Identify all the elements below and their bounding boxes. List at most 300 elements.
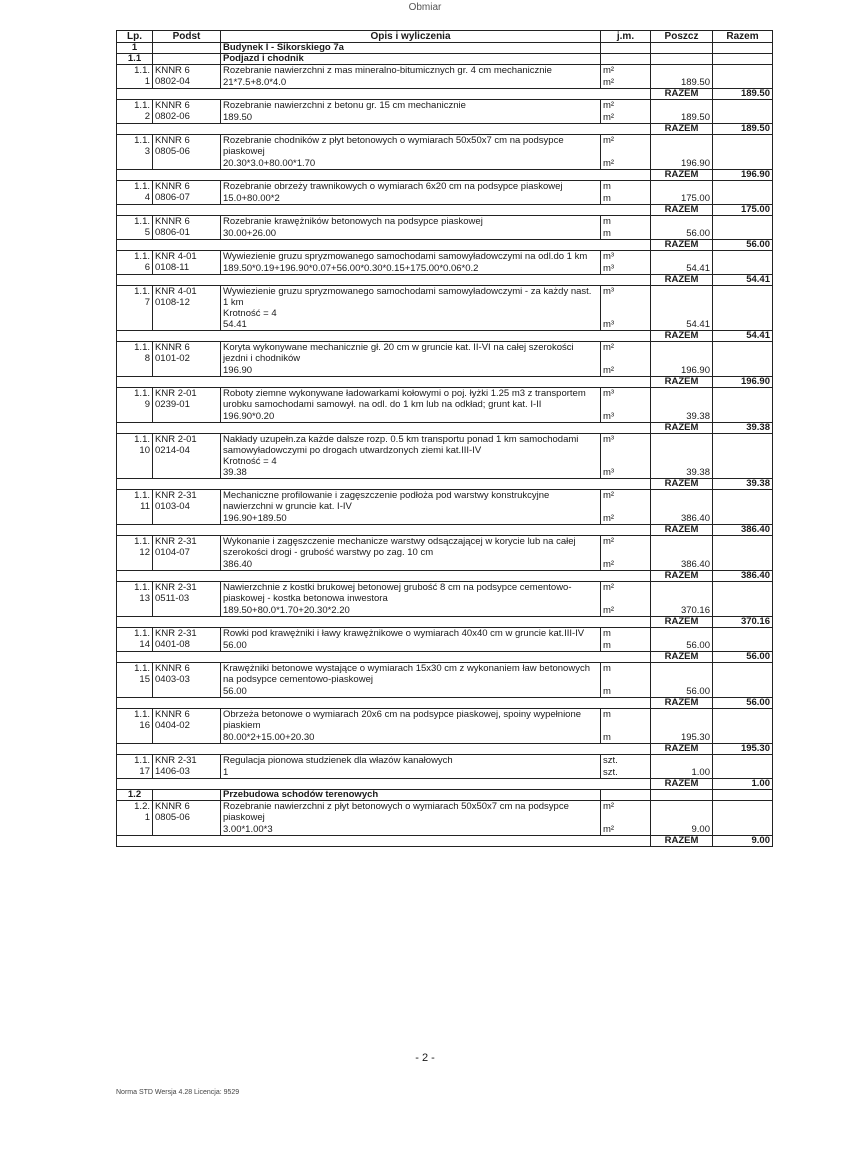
razem-spacer: [117, 240, 651, 251]
column-header-lp: Lp.: [117, 31, 153, 43]
item-empty: [713, 604, 773, 617]
razem-value: 189.50: [713, 89, 773, 100]
column-header-opis: Opis i wyliczenia: [221, 31, 601, 43]
item-podst: KNNR 6 0802-06: [153, 100, 221, 124]
razem-label: RAZEM: [651, 423, 713, 434]
item-description: Mechaniczne profilowanie i zagęszczenie podłoża pod warstwy konstrukcyjne nawierzchni w gruncie kat. I-IV: [221, 490, 601, 513]
section-row: [117, 43, 773, 54]
razem-spacer: [117, 275, 651, 286]
item-calc-unit: m: [601, 639, 651, 652]
razem-spacer: [117, 617, 651, 628]
razem-spacer: [117, 124, 651, 135]
razem-spacer: [117, 698, 651, 709]
item-calculation: 386.40: [221, 558, 601, 571]
razem-label: RAZEM: [651, 652, 713, 663]
item-empty: [713, 308, 773, 331]
item-description: Rozebranie obrzeży trawnikowych o wymiarach 6x20 cm na podsypce piaskowej: [221, 181, 601, 193]
razem-value: 56.00: [713, 240, 773, 251]
razem-label: RAZEM: [651, 124, 713, 135]
razem-label: RAZEM: [651, 617, 713, 628]
item-unit: m²: [601, 65, 651, 77]
section-spacer: [153, 43, 221, 54]
item-unit: m³: [601, 388, 651, 411]
item-poszcz-value: 189.50: [651, 111, 713, 124]
section-number: 1.2: [117, 790, 153, 801]
razem-label: RAZEM: [651, 377, 713, 388]
item-podst: KNR 2-31 1406-03: [153, 755, 221, 779]
table-header-row: [117, 31, 773, 43]
section-spacer: [601, 54, 651, 65]
item-podst: KNR 2-31 0511-03: [153, 582, 221, 617]
section-row: [117, 790, 773, 801]
item-poszcz-value: 195.30: [651, 731, 713, 744]
item-podst: KNR 2-01 0239-01: [153, 388, 221, 423]
item-empty: [713, 410, 773, 423]
razem-value: 56.00: [713, 652, 773, 663]
item-empty: [713, 111, 773, 124]
item-empty: [651, 434, 713, 457]
razem-label: RAZEM: [651, 205, 713, 216]
item-empty: [651, 536, 713, 559]
item-description: Obrzeża betonowe o wymiarach 20x6 cm na podsypce piaskowej, spoiny wypełnione piaskiem: [221, 709, 601, 732]
item-calculation: 3.00*1.00*3: [221, 823, 601, 836]
item-poszcz-value: 39.38: [651, 456, 713, 479]
section-spacer: [713, 43, 773, 54]
razem-label: RAZEM: [651, 779, 713, 790]
item-empty: [713, 801, 773, 824]
measurement-sheet: [116, 30, 772, 847]
item-unit: m: [601, 709, 651, 732]
item-unit: m²: [601, 135, 651, 158]
item-podst: KNR 2-31 0401-08: [153, 628, 221, 652]
item-calc-unit: m²: [601, 76, 651, 89]
item-unit: m³: [601, 251, 651, 263]
page-header: Obmiar: [408, 2, 442, 13]
item-empty: [713, 216, 773, 228]
item-empty: [713, 628, 773, 640]
item-lp: 1.1. 6: [117, 251, 153, 275]
item-empty: [651, 251, 713, 263]
razem-row: [117, 698, 773, 709]
item-description: Krawężniki betonowe wystające o wymiarach 15x30 cm z wykonaniem ław betonowych na podsypce cementowo-piaskowej: [221, 663, 601, 686]
item-empty: [651, 755, 713, 767]
item-poszcz-value: 54.41: [651, 262, 713, 275]
item-empty: [713, 731, 773, 744]
item-calculation: 196.90*0.20: [221, 410, 601, 423]
section-spacer: [153, 54, 221, 65]
item-unit: m: [601, 216, 651, 228]
item-calc-unit: m: [601, 192, 651, 205]
item-description: Rozebranie nawierzchni z płyt betonowych o wymiarach 50x50x7 cm na podsypce piaskowej: [221, 801, 601, 824]
razem-row: [117, 779, 773, 790]
razem-spacer: [117, 744, 651, 755]
razem-row: [117, 525, 773, 536]
item-empty: [713, 286, 773, 309]
section-number: 1: [117, 43, 153, 54]
item-podst: KNNR 6 0101-02: [153, 342, 221, 377]
item-empty: [713, 227, 773, 240]
item-empty: [713, 342, 773, 365]
item-lp: 1.2. 1: [117, 801, 153, 836]
item-empty: [713, 663, 773, 686]
razem-label: RAZEM: [651, 240, 713, 251]
razem-label: RAZEM: [651, 698, 713, 709]
section-spacer: [153, 790, 221, 801]
item-empty: [713, 262, 773, 275]
item-lp: 1.1. 13: [117, 582, 153, 617]
item-empty: [713, 823, 773, 836]
razem-value: 39.38: [713, 479, 773, 490]
item-podst: KNNR 6 0802-04: [153, 65, 221, 89]
item-empty: [713, 65, 773, 77]
item-empty: [713, 536, 773, 559]
razem-row: [117, 744, 773, 755]
item-lp: 1.1. 14: [117, 628, 153, 652]
item-calc-unit: m³: [601, 308, 651, 331]
item-calculation: 15.0+80.00*2: [221, 192, 601, 205]
item-poszcz-value: 386.40: [651, 512, 713, 525]
razem-spacer: [117, 423, 651, 434]
item-poszcz-value: 56.00: [651, 685, 713, 698]
item-row: [117, 216, 773, 228]
column-header-razem: Razem: [713, 31, 773, 43]
razem-spacer: [117, 377, 651, 388]
section-spacer: [601, 790, 651, 801]
item-unit: m²: [601, 342, 651, 365]
item-calculation: 196.90+189.50: [221, 512, 601, 525]
item-empty: [713, 582, 773, 605]
item-calculation: 56.00: [221, 685, 601, 698]
item-empty: [651, 663, 713, 686]
item-empty: [651, 181, 713, 193]
item-empty: [651, 801, 713, 824]
item-podst: KNNR 6 0806-07: [153, 181, 221, 205]
item-lp: 1.1. 1: [117, 65, 153, 89]
razem-value: 196.90: [713, 170, 773, 181]
razem-value: 175.00: [713, 205, 773, 216]
item-lp: 1.1. 15: [117, 663, 153, 698]
item-empty: [651, 490, 713, 513]
item-empty: [651, 628, 713, 640]
item-calc-unit: m²: [601, 604, 651, 617]
item-poszcz-value: 196.90: [651, 157, 713, 170]
item-lp: 1.1. 9: [117, 388, 153, 423]
section-title: Podjazd i chodnik: [221, 54, 601, 65]
item-calculation: Krotność = 4 39.38: [221, 456, 601, 479]
item-empty: [651, 388, 713, 411]
page-number: - 2 -: [415, 1052, 435, 1064]
item-unit: m: [601, 628, 651, 640]
item-unit: m: [601, 663, 651, 686]
item-calc-unit: m²: [601, 823, 651, 836]
item-podst: KNR 4-01 0108-12: [153, 286, 221, 331]
item-lp: 1.1. 17: [117, 755, 153, 779]
item-calc-unit: m³: [601, 410, 651, 423]
razem-value: 386.40: [713, 525, 773, 536]
item-calc-unit: m: [601, 227, 651, 240]
section-spacer: [601, 43, 651, 54]
razem-row: [117, 652, 773, 663]
razem-row: [117, 170, 773, 181]
item-calculation: 189.50: [221, 111, 601, 124]
item-poszcz-value: 1.00: [651, 766, 713, 779]
item-calc-unit: m: [601, 685, 651, 698]
item-poszcz-value: 370.16: [651, 604, 713, 617]
item-lp: 1.1. 4: [117, 181, 153, 205]
item-unit: m²: [601, 536, 651, 559]
software-license-note: Norma STD Wersja 4.28 Licencja: 9529: [116, 1089, 240, 1096]
item-poszcz-value: 39.38: [651, 410, 713, 423]
item-description: Wywiezienie gruzu spryzmowanego samochodami samowyładowczymi - za każdy nast. 1 km: [221, 286, 601, 309]
item-empty: [651, 286, 713, 309]
razem-label: RAZEM: [651, 525, 713, 536]
item-empty: [713, 100, 773, 112]
measurement-table: [116, 30, 773, 847]
item-calculation: 1: [221, 766, 601, 779]
item-calculation: 196.90: [221, 364, 601, 377]
razem-label: RAZEM: [651, 331, 713, 342]
item-empty: [713, 639, 773, 652]
item-unit: m²: [601, 490, 651, 513]
item-description: Wywiezienie gruzu spryzmowanego samochodami samowyładowczymi na odl.do 1 km: [221, 251, 601, 263]
item-empty: [713, 685, 773, 698]
razem-row: [117, 836, 773, 847]
section-title: Budynek I - Sikorskiego 7a: [221, 43, 601, 54]
razem-row: [117, 331, 773, 342]
column-header-poszcz: Poszcz: [651, 31, 713, 43]
item-description: Rowki pod krawężniki i ławy krawężnikowe o wymiarach 40x40 cm w gruncie kat.III-IV: [221, 628, 601, 640]
item-row: [117, 251, 773, 263]
item-empty: [651, 135, 713, 158]
razem-spacer: [117, 331, 651, 342]
item-calc-unit: m²: [601, 111, 651, 124]
item-lp: 1.1. 11: [117, 490, 153, 525]
razem-spacer: [117, 170, 651, 181]
item-row: [117, 286, 773, 309]
item-empty: [651, 582, 713, 605]
razem-label: RAZEM: [651, 744, 713, 755]
item-calculation: 20.30*3.0+80.00*1.70: [221, 157, 601, 170]
section-number: 1.1: [117, 54, 153, 65]
item-lp: 1.1. 16: [117, 709, 153, 744]
item-poszcz-value: 9.00: [651, 823, 713, 836]
razem-value: 9.00: [713, 836, 773, 847]
table-body: [117, 43, 773, 847]
item-calculation: Krotność = 4 54.41: [221, 308, 601, 331]
razem-value: 54.41: [713, 331, 773, 342]
item-description: Rozebranie nawierzchni z mas mineralno-bitumicznych gr. 4 cm mechanicznie: [221, 65, 601, 77]
item-empty: [713, 364, 773, 377]
item-row: [117, 181, 773, 193]
item-description: Nakłady uzupełn.za każde dalsze rozp. 0.5 km transportu ponad 1 km samochodami samowyładowczymi po drogach utwardzonych ziemi kat.III-IV: [221, 434, 601, 457]
item-row: [117, 755, 773, 767]
item-row: [117, 100, 773, 112]
item-calculation: 21*7.5+8.0*4.0: [221, 76, 601, 89]
razem-row: [117, 89, 773, 100]
razem-spacer: [117, 652, 651, 663]
item-row: [117, 628, 773, 640]
item-empty: [651, 100, 713, 112]
item-description: Regulacja pionowa studzienek dla włazów kanałowych: [221, 755, 601, 767]
item-calculation: 56.00: [221, 639, 601, 652]
item-poszcz-value: 175.00: [651, 192, 713, 205]
item-empty: [713, 755, 773, 767]
item-empty: [713, 456, 773, 479]
item-unit: m³: [601, 286, 651, 309]
razem-value: 54.41: [713, 275, 773, 286]
razem-value: 196.90: [713, 377, 773, 388]
razem-value: 39.38: [713, 423, 773, 434]
razem-row: [117, 423, 773, 434]
item-calc-unit: m²: [601, 157, 651, 170]
item-podst: KNNR 6 0805-06: [153, 801, 221, 836]
item-poszcz-value: 189.50: [651, 76, 713, 89]
item-unit: m²: [601, 801, 651, 824]
razem-spacer: [117, 205, 651, 216]
section-row: [117, 54, 773, 65]
item-empty: [713, 181, 773, 193]
item-poszcz-value: 54.41: [651, 308, 713, 331]
razem-value: 195.30: [713, 744, 773, 755]
item-description: Roboty ziemne wykonywane ładowarkami kołowymi o poj. łyżki 1.25 m3 z transportem urobku samochodami samowył. na odl. do 1 km lub na odkład; grunt kat. I-II: [221, 388, 601, 411]
column-header-podst: Podst: [153, 31, 221, 43]
razem-row: [117, 571, 773, 582]
item-empty: [713, 135, 773, 158]
razem-label: RAZEM: [651, 170, 713, 181]
item-poszcz-value: 196.90: [651, 364, 713, 377]
item-empty: [713, 388, 773, 411]
razem-row: [117, 479, 773, 490]
item-unit: m²: [601, 100, 651, 112]
razem-value: 386.40: [713, 571, 773, 582]
item-description: Nawierzchnie z kostki brukowej betonowej grubość 8 cm na podsypce cementowo-piaskowej - kostka betonowa inwestora: [221, 582, 601, 605]
razem-label: RAZEM: [651, 275, 713, 286]
item-row: [117, 709, 773, 732]
item-empty: [713, 251, 773, 263]
item-empty: [651, 65, 713, 77]
razem-value: 1.00: [713, 779, 773, 790]
item-calculation: 80.00*2+15.00+20.30: [221, 731, 601, 744]
item-row: [117, 663, 773, 686]
razem-row: [117, 205, 773, 216]
section-spacer: [651, 43, 713, 54]
item-lp: 1.1. 3: [117, 135, 153, 170]
razem-spacer: [117, 836, 651, 847]
item-podst: KNNR 6 0806-01: [153, 216, 221, 240]
item-row: [117, 582, 773, 605]
section-spacer: [713, 790, 773, 801]
item-empty: [713, 434, 773, 457]
item-lp: 1.1. 12: [117, 536, 153, 571]
razem-label: RAZEM: [651, 571, 713, 582]
section-spacer: [713, 54, 773, 65]
item-calc-unit: m³: [601, 262, 651, 275]
item-podst: KNR 2-31 0103-04: [153, 490, 221, 525]
item-podst: KNR 2-31 0104-07: [153, 536, 221, 571]
razem-spacer: [117, 89, 651, 100]
razem-spacer: [117, 571, 651, 582]
item-lp: 1.1. 7: [117, 286, 153, 331]
item-lp: 1.1. 8: [117, 342, 153, 377]
item-calc-unit: m²: [601, 364, 651, 377]
item-podst: KNNR 6 0805-06: [153, 135, 221, 170]
razem-label: RAZEM: [651, 479, 713, 490]
razem-row: [117, 377, 773, 388]
item-calculation: 189.50+80.0*1.70+20.30*2.20: [221, 604, 601, 617]
item-podst: KNR 4-01 0108-11: [153, 251, 221, 275]
item-row: [117, 801, 773, 824]
razem-row: [117, 124, 773, 135]
razem-row: [117, 240, 773, 251]
item-unit: szt.: [601, 755, 651, 767]
razem-value: 189.50: [713, 124, 773, 135]
item-podst: KNNR 6 0403-03: [153, 663, 221, 698]
item-calc-unit: m: [601, 731, 651, 744]
item-calc-unit: m²: [601, 512, 651, 525]
item-row: [117, 135, 773, 158]
item-empty: [713, 709, 773, 732]
section-spacer: [651, 790, 713, 801]
item-empty: [713, 157, 773, 170]
item-unit: m: [601, 181, 651, 193]
razem-row: [117, 617, 773, 628]
item-calc-unit: m²: [601, 558, 651, 571]
item-lp: 1.1. 10: [117, 434, 153, 479]
item-lp: 1.1. 2: [117, 100, 153, 124]
item-calc-unit: m³: [601, 456, 651, 479]
item-row: [117, 65, 773, 77]
item-poszcz-value: 386.40: [651, 558, 713, 571]
section-title: Przebudowa schodów terenowych: [221, 790, 601, 801]
item-calculation: 30.00+26.00: [221, 227, 601, 240]
item-row: [117, 490, 773, 513]
item-empty: [713, 490, 773, 513]
razem-label: RAZEM: [651, 836, 713, 847]
item-description: Koryta wykonywane mechanicznie gł. 20 cm w gruncie kat. II-VI na całej szerokości jezdni i chodników: [221, 342, 601, 365]
item-poszcz-value: 56.00: [651, 227, 713, 240]
item-description: Rozebranie chodników z płyt betonowych o wymiarach 50x50x7 cm na podsypce piaskowej: [221, 135, 601, 158]
item-row: [117, 388, 773, 411]
item-empty: [713, 766, 773, 779]
item-empty: [713, 558, 773, 571]
item-empty: [651, 342, 713, 365]
item-calc-unit: szt.: [601, 766, 651, 779]
item-description: Wykonanie i zagęszczenie mechanicze warstwy odsączającej w korycie lub na całej szerokości drogi - grubość warstwy po zag. 10 cm: [221, 536, 601, 559]
item-empty: [713, 192, 773, 205]
item-calculation: 189.50*0.19+196.90*0.07+56.00*0.30*0.15+175.00*0.06*0.2: [221, 262, 601, 275]
item-unit: m²: [601, 582, 651, 605]
razem-value: 56.00: [713, 698, 773, 709]
item-row: [117, 434, 773, 457]
item-unit: m³: [601, 434, 651, 457]
razem-spacer: [117, 779, 651, 790]
item-podst: KNNR 6 0404-02: [153, 709, 221, 744]
item-row: [117, 342, 773, 365]
item-row: [117, 536, 773, 559]
item-lp: 1.1. 5: [117, 216, 153, 240]
item-podst: KNR 2-01 0214-04: [153, 434, 221, 479]
item-empty: [651, 216, 713, 228]
item-empty: [651, 709, 713, 732]
item-description: Rozebranie krawężników betonowych na podsypce piaskowej: [221, 216, 601, 228]
razem-row: [117, 275, 773, 286]
item-empty: [713, 76, 773, 89]
column-header-jm: j.m.: [601, 31, 651, 43]
razem-spacer: [117, 479, 651, 490]
item-poszcz-value: 56.00: [651, 639, 713, 652]
razem-label: RAZEM: [651, 89, 713, 100]
item-empty: [713, 512, 773, 525]
